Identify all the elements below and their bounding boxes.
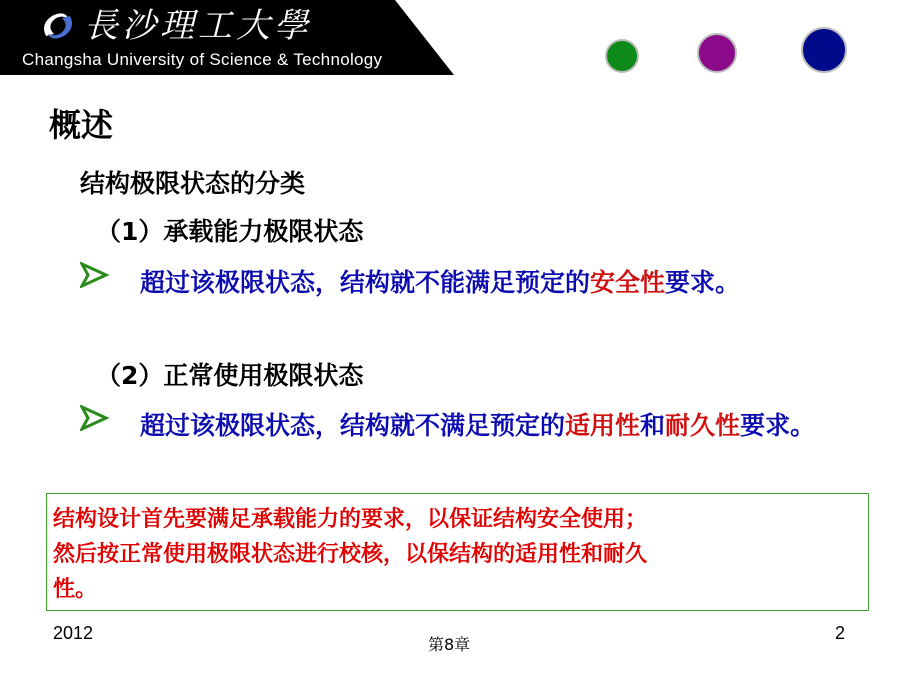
item2-text-a: 超过该极限状态，结构就不满足预定的 bbox=[140, 411, 566, 440]
footer-chapter: 第8章 bbox=[428, 635, 471, 654]
university-name-cn: 長沙理工大學 bbox=[84, 6, 312, 46]
item2-text-c: 和 bbox=[640, 411, 666, 440]
item2-highlight-durability: 耐久性 bbox=[665, 411, 741, 440]
footer-year: 2012 bbox=[53, 623, 94, 643]
slide-subtitle: 结构极限状态的分类 bbox=[80, 169, 306, 198]
note-line-2: 然后按正常使用极限状态进行校核，以保结构的适用性和耐久 bbox=[53, 542, 648, 567]
arrow-bullet-icon bbox=[80, 262, 110, 288]
university-name-en: Changsha University of Science & Technology bbox=[22, 50, 383, 69]
slide-header bbox=[0, 0, 900, 75]
blue-dot bbox=[801, 27, 847, 73]
note-line-1: 结构设计首先要满足承载能力的要求，以保证结构安全使用； bbox=[53, 507, 648, 532]
item2-description bbox=[140, 404, 830, 448]
item1-text-c: 要求。 bbox=[665, 268, 741, 297]
item2-highlight-applicability: 适用性 bbox=[565, 411, 641, 440]
university-logo-icon bbox=[38, 6, 78, 46]
green-dot bbox=[605, 39, 639, 73]
item1-highlight-safety: 安全性 bbox=[590, 268, 666, 297]
item2-heading: （2）正常使用极限状态 bbox=[96, 361, 364, 390]
footer-page-number: 2 bbox=[835, 623, 846, 643]
arrow-bullet-icon bbox=[80, 405, 110, 431]
item1-text-a: 超过该极限状态，结构就不能满足预定的 bbox=[140, 268, 591, 297]
item1-heading: （1）承载能力极限状态 bbox=[96, 217, 364, 246]
item1-description bbox=[140, 261, 830, 305]
purple-dot bbox=[697, 33, 737, 73]
summary-note-box bbox=[46, 493, 869, 611]
item2-text-e: 要求。 bbox=[740, 411, 816, 440]
slide-title: 概述 bbox=[49, 106, 114, 144]
note-line-3: 性。 bbox=[53, 577, 98, 602]
